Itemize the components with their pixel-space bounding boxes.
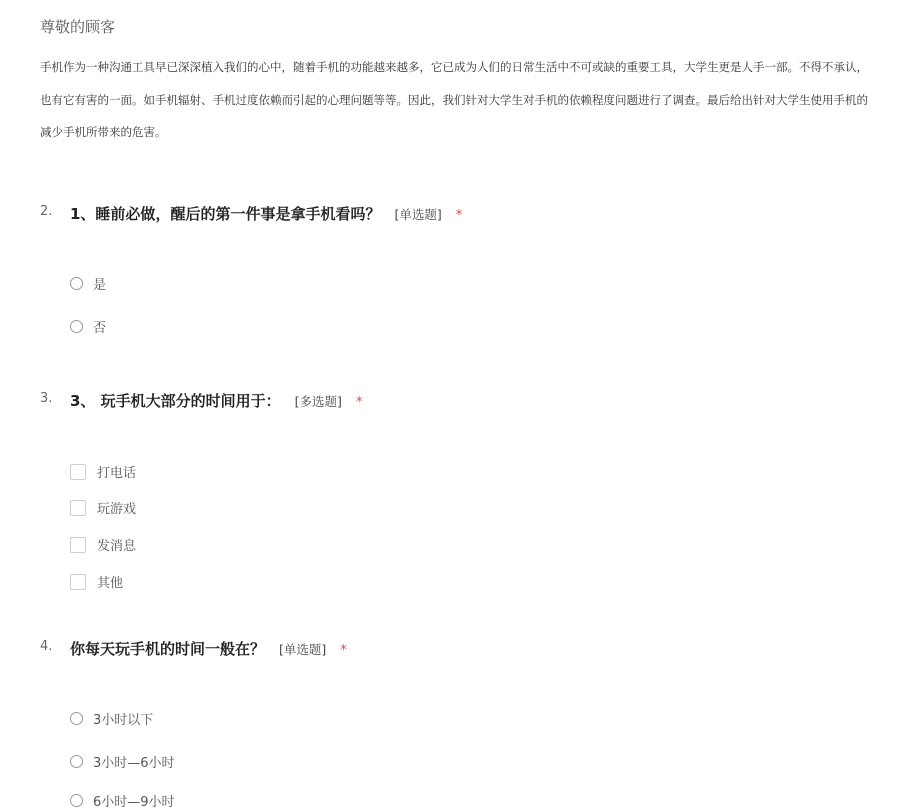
checkbox[interactable] [70, 574, 86, 590]
checkbox[interactable] [70, 537, 86, 553]
option-under-3-hours[interactable] [70, 709, 153, 728]
question-title [70, 203, 462, 224]
question-number: 3. [40, 391, 53, 406]
option-label: 3小时—6小时 [93, 756, 175, 771]
question-title-text: 你每天玩手机的时间一般在？ [70, 640, 266, 658]
question-title [70, 390, 362, 411]
option-play-games[interactable] [70, 498, 136, 517]
option-yes[interactable] [70, 274, 106, 293]
option-phone-call[interactable] [70, 462, 136, 481]
checkbox[interactable] [70, 464, 86, 480]
option-label: 其他 [97, 576, 124, 591]
survey-intro-line: 减少手机所带来的危害。 [40, 125, 167, 139]
question-type-tag: [多选题] [294, 394, 342, 409]
question-type-tag: [单选题] [394, 207, 442, 222]
option-label: 打电话 [97, 466, 137, 481]
question-number: 4. [40, 639, 53, 654]
checkbox[interactable] [70, 500, 86, 516]
question-title-text: 3、 玩手机大部分的时间用于： [70, 392, 281, 410]
radio-button[interactable] [70, 277, 83, 290]
survey-intro-line: 也有它有害的一面。如手机辐射、手机过度依赖而引起的心理问题等等。因此，我们针对大学生对手机的依赖程度问题进行了调查。最后给出针对大学生使用手机的 [40, 93, 868, 107]
option-no[interactable] [70, 317, 106, 336]
option-label: 玩游戏 [97, 502, 137, 517]
option-3-to-6-hours[interactable] [70, 752, 175, 771]
radio-button[interactable] [70, 320, 83, 333]
option-label: 否 [93, 321, 107, 336]
option-label: 3小时以下 [93, 713, 154, 728]
radio-button[interactable] [70, 712, 83, 725]
option-label: 发消息 [97, 539, 137, 554]
option-other[interactable] [70, 572, 123, 591]
survey-intro-line: 手机作为一种沟通工具早已深深植入我们的心中，随着手机的功能越来越多，它已成为人们的日常生活中不可或缺的重要工具，大学生更是人手一部。不得不承认， [40, 60, 868, 74]
question-title [70, 638, 347, 659]
radio-button[interactable] [70, 794, 83, 807]
option-send-messages[interactable] [70, 535, 136, 554]
option-label: 是 [93, 278, 107, 293]
required-mark: * [340, 643, 347, 658]
option-label: 6小时—9小时 [93, 795, 175, 810]
radio-button[interactable] [70, 755, 83, 768]
question-title-text: 1、睡前必做，醒后的第一件事是拿手机看吗？ [70, 205, 381, 223]
question-type-tag: [单选题] [279, 642, 327, 657]
question-number: 2. [40, 204, 53, 219]
required-mark: * [455, 208, 463, 223]
required-mark: * [355, 395, 363, 410]
option-6-to-9-hours[interactable] [70, 791, 175, 810]
survey-greeting: 尊敬的顾客 [40, 18, 116, 36]
